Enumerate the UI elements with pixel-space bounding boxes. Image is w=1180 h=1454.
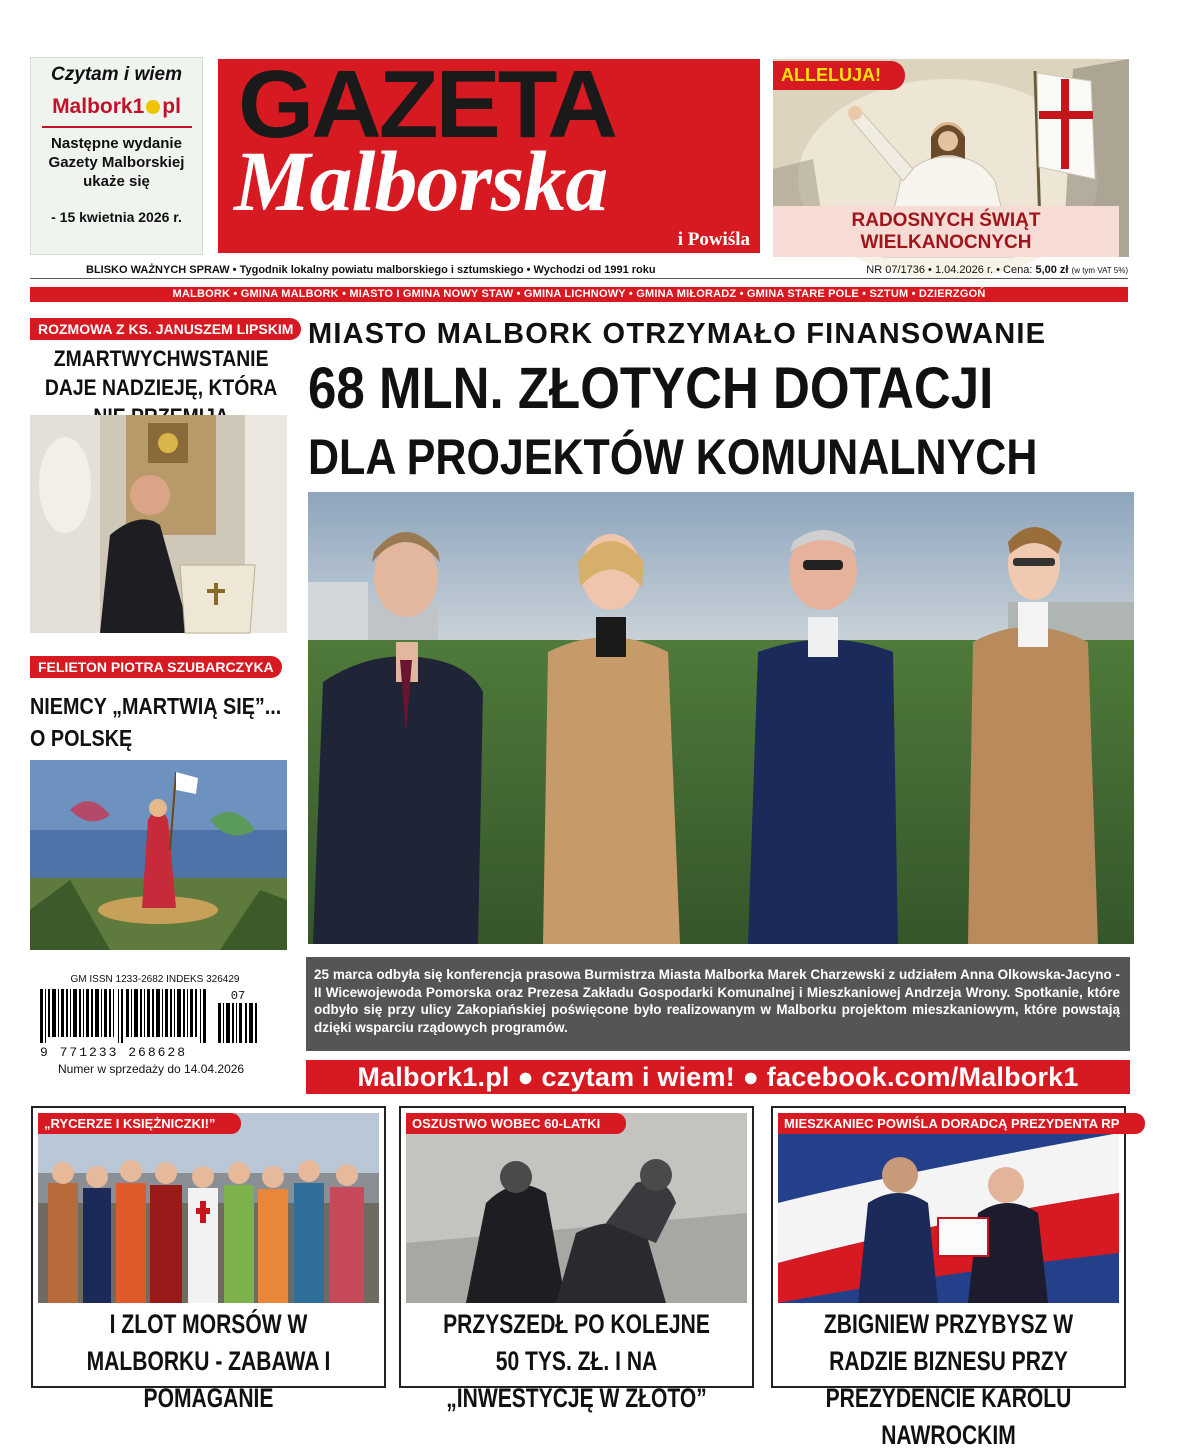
resurrection-painting-image [30,760,287,950]
costumed-crowd-image [38,1113,379,1303]
teaser-headline: I ZLOT MORSÓW W MALBORKU - ZABAWA I POMAGANIE [86,1309,331,1413]
teaser-walrus-rally[interactable] [31,1106,386,1413]
barcode-area [40,974,270,1094]
region-bar: MALBORK • GMINA MALBORK • MIASTO I GMINA NOWY STAW • GMINA LICHNOWY • GMINA MIŁORADZ • GMINA STARE POLE • SZTUM • DZIERZGOŃ [30,287,1128,302]
masthead [218,51,760,253]
feuilleton-painting[interactable] [30,760,287,950]
next-issue-date: - 15 kwietnia 2026 r. [51,209,182,225]
main-subhead: DLA PROJEKTÓW KOMUNALNYCH [308,429,1038,485]
main-headline[interactable]: 68 MLN. ZŁOTYCH DOTACJI [308,356,994,421]
arrest-scene-image [406,1113,747,1303]
tagline: BLISKO WAŻNYCH SPRAW • Tygodnik lokalny powiatu malborskiego i sztumskiego • Wychodzi od 1991 roku [86,264,656,276]
feuilleton-headline[interactable]: NIEMCY „MARTWIĄ SIĘ”... O POLSKĘ [30,693,282,751]
officials-in-field-image [308,492,1134,944]
malbork1-logo[interactable]: Malbork1 pl [52,95,181,118]
teaser-advisor[interactable] [771,1106,1126,1450]
teaser-headline: PRZYSZEDŁ PO KOLEJNE 50 TYS. ZŁ. I NA „INWESTYCJĘ W ZŁOTO” [443,1309,710,1413]
interview-tag: ROZMOWA Z KS. JANUSZEM LIPSKIM [30,318,301,340]
issn-label: GM ISSN 1233-2682 INDEKS 326429 [70,974,240,985]
vat-note: (w tym VAT 5%) [1071,266,1128,275]
price: 5,00 zł [1035,264,1069,276]
masthead-powisla: i Powiśla [677,229,750,250]
masthead-gazeta: GAZETA [238,51,615,158]
interview-photo[interactable] [30,415,287,633]
teaser-headline: ZBIGNIEW PRZYBYSZ W RADZIE BIZNESU PRZY PREZYDENCIE KAROLU NAWROCKIM [823,1309,1074,1450]
teaser-photo [38,1113,379,1303]
teaser-tag: MIESZKANIEC POWIŚLA DORADCĄ PREZYDENTA RP [778,1113,1145,1134]
interview-headline[interactable]: ZMARTWYCHWSTANIE DAJE NADZIEJĘ, KTÓRA [44,346,278,400]
next-issue-promo [30,57,203,255]
on-sale-until: Numer w sprzedaży do 14.04.2026 [58,1062,245,1076]
teaser-tag: OSZUSTWO WOBEC 60-LATKI [406,1113,626,1134]
main-photo[interactable] [308,492,1134,944]
promo-title: Czytam i wiem [51,64,182,85]
masthead-malborska: Malborska [234,133,608,229]
teaser-tag: „RYCERZE I KSIĘŻNICZKI!” [38,1113,241,1134]
issue-info: NR 07/1736 • 1.04.2026 r. • Cena: 5,00 zł (w tym VAT 5%) [866,264,1128,276]
next-issue-text: Następne wydanie Gazety Malborskiej ukaże się [48,135,185,190]
main-kicker: MIASTO MALBORK OTRZYMAŁO FINANSOWANIE [308,318,1047,350]
easter-greeting [773,59,1129,257]
promo-divider [42,126,192,128]
logo-dot-icon [146,100,160,114]
website-promo-bar[interactable]: Malbork1.pl ● czytam i wiem! ● facebook.com/Malbork1 [306,1060,1130,1094]
easter-caption: RADOSNYCH ŚWIĄT WIELKANOCNYCH [773,206,1119,257]
barcode-icon [40,989,210,1043]
award-ceremony-image [778,1113,1119,1303]
main-lead: 25 marca odbyła się konferencja prasowa Burmistrza Miasta Malborka Marek Charzewski z udziałem Anna Olkowska-Jacyno - II Wicewojewoda Pomorska oraz Prezesa Zakładu Gospodarki Komunalnej i Mieszkaniowej Andrzeja Wrony. Spotkanie, które odbyło się przy ulicy Zakopiańskiej poświęcone było realizowanym w Malborku projektom mieszkaniowym, które powstają dzięki wsparciu rządowych programów. [306,957,1130,1051]
info-line [30,257,1128,279]
teaser-scam[interactable] [399,1106,754,1413]
teaser-photo [778,1113,1119,1303]
addon-barcode-icon [218,1003,258,1043]
alleluja-badge: ALLELUJA! [773,61,905,90]
feuilleton-tag: FELIETON PIOTRA SZUBARCZYKA [30,656,282,678]
teaser-photo [406,1113,747,1303]
barcode-number: 9 771233 268628 [40,1045,188,1060]
priest-at-lectern-image [30,415,287,633]
barcode-addon: 07 [230,989,246,1003]
